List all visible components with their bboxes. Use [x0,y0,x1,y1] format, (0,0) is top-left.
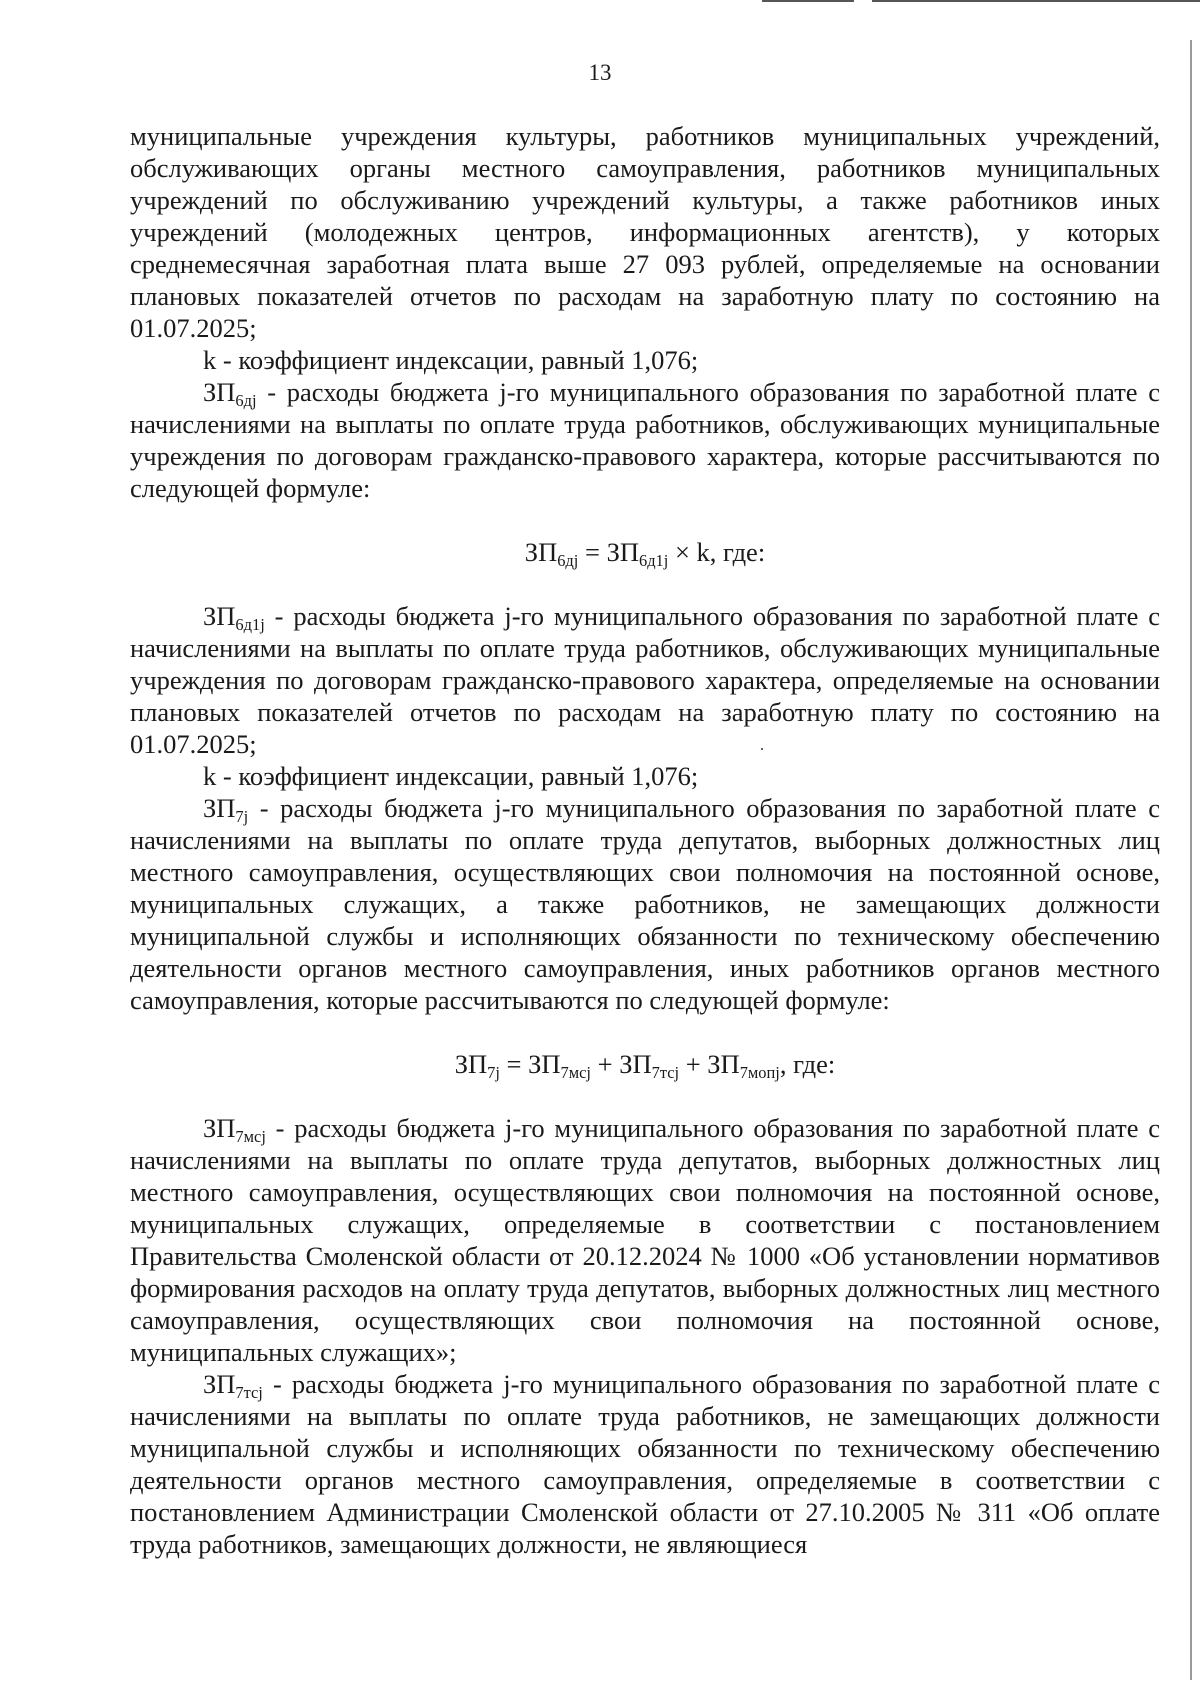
symbol-base: ЗП [203,1369,236,1399]
paragraph [130,792,1160,1016]
symbol-subscript: 6д1j [638,550,669,570]
symbol-subscript: 7тсj [651,1062,680,1082]
paragraph-text: - расходы бюджета j-го муниципального образования по заработной плате с начислениями на выплаты по оплате труда работников, не замещающих должности муниципальной службы и исполняющих обязанности по техническому обеспечению деятельности органов местного самоуправления, определяемые в соответствии с постановлением Администрации Смоленской области от 27.10.2005 № 311 «Об оплате труда работников, замещающих должности, не являющиеся [130,1369,1160,1559]
formula-operator: + [591,1049,620,1079]
symbol-subscript: 7j [487,1062,500,1082]
formula [130,536,1160,568]
symbol-base: ЗП [203,601,236,631]
page-number: 13 [588,60,612,85]
symbol-subscript: 7мсj [235,1126,266,1146]
formula [130,1048,1160,1080]
paragraph-text: - расходы бюджета j-го муниципального образования по заработной плате с начислениями на выплаты по оплате труда депутатов, выборных должностных лиц местного самоуправления, осуществляющих свои полномочия на постоянной основе, муниципальных служащих, а также работников, не замещающих должности муниципальной службы и исполняющих обязанности по техническому обеспечению деятельности органов местного самоуправления, иных работников органов местного самоуправления, которые рассчитываются по следующей формуле: [130,793,1160,1015]
symbol-base: ЗП [454,1049,488,1079]
formula-operator: , где: [779,1049,836,1079]
paragraph [130,376,1160,504]
top-edge-rule [872,0,1200,2]
formula-operator: + [679,1049,708,1079]
paragraph [130,600,1160,760]
right-edge-rule [1190,40,1192,1680]
paragraph: k - коэффициент индексации, равный 1,076; [203,761,699,791]
formula-operator: = [578,537,607,567]
formula-operator: × k, где: [668,537,766,567]
symbol-base: ЗП [606,537,639,567]
symbol-subscript: 7j [235,806,249,826]
paragraph [130,1368,1160,1560]
symbol-base: ЗП [203,793,236,823]
paragraph-text: - расходы бюджета j-го муниципального образования по заработной плате с начислениями на выплаты по оплате труда депутатов, выборных должностных лиц местного самоуправления, осуществляющих свои полномочия на постоянной основе, муниципальных служащих, определяемые в соответствии с постановлением Правительства Смоленской области от 20.12.2024 № 1000 «Об установлении нормативов формирования расходов на оплату труда депутатов, выборных должностных лиц местного самоуправления, осуществляющих свои полномочия на постоянной основе, муниципальных служащих»; [130,1113,1160,1367]
symbol-base: ЗП [203,377,236,407]
symbol-subscript: 7мсj [560,1062,591,1082]
symbol-base: ЗП [528,1049,561,1079]
symbol-subscript: 7мопj [739,1062,780,1082]
paragraph [130,1112,1160,1368]
paragraph-text: - расходы бюджета j-го муниципального образования по заработной плате с начислениями на выплаты по оплате труда работников, обслуживающих муниципальные учреждения по договорам гражданско-правового характера, определяемые на основании плановых показателей отчетов по расходам на заработную плату по состоянию на 01.07.2025; [130,601,1160,759]
paragraph: муниципальные учреждения культуры, работников муниципальных учреждений, обслуживающих органы местного самоуправления, работников муниципальных учреждений по обслуживанию учреждений культуры, а также работников иных учреждений (молодежных центров, информационных агентств), у которых среднемесячная заработная плата выше 27 093 рублей, определяемые на основании плановых показателей отчетов по расходам на заработную плату по состоянию на 01.07.2025; [130,121,1160,343]
symbol-subscript: 7тсj [235,1382,263,1402]
symbol-base: ЗП [619,1049,652,1079]
paragraph: k - коэффициент индексации, равный 1,076; [203,345,699,375]
symbol-subscript: 6дj [235,390,257,410]
symbol-subscript: 6дj [557,550,579,570]
symbol-base: ЗП [203,1113,236,1143]
symbol-subscript: 6д1j [235,614,265,634]
top-edge-rule [762,0,854,2]
formula-operator: = [499,1049,529,1079]
symbol-base: ЗП [524,537,558,567]
document-body [130,120,1160,1560]
symbol-base: ЗП [707,1049,740,1079]
scan-speck [761,748,763,750]
paragraph-text: - расходы бюджета j-го муниципального образования по заработной плате с начислениями на выплаты по оплате труда работников, обслуживающих муниципальные учреждения по договорам гражданско-правового характера, которые рассчитываются по следующей формуле: [130,377,1160,503]
